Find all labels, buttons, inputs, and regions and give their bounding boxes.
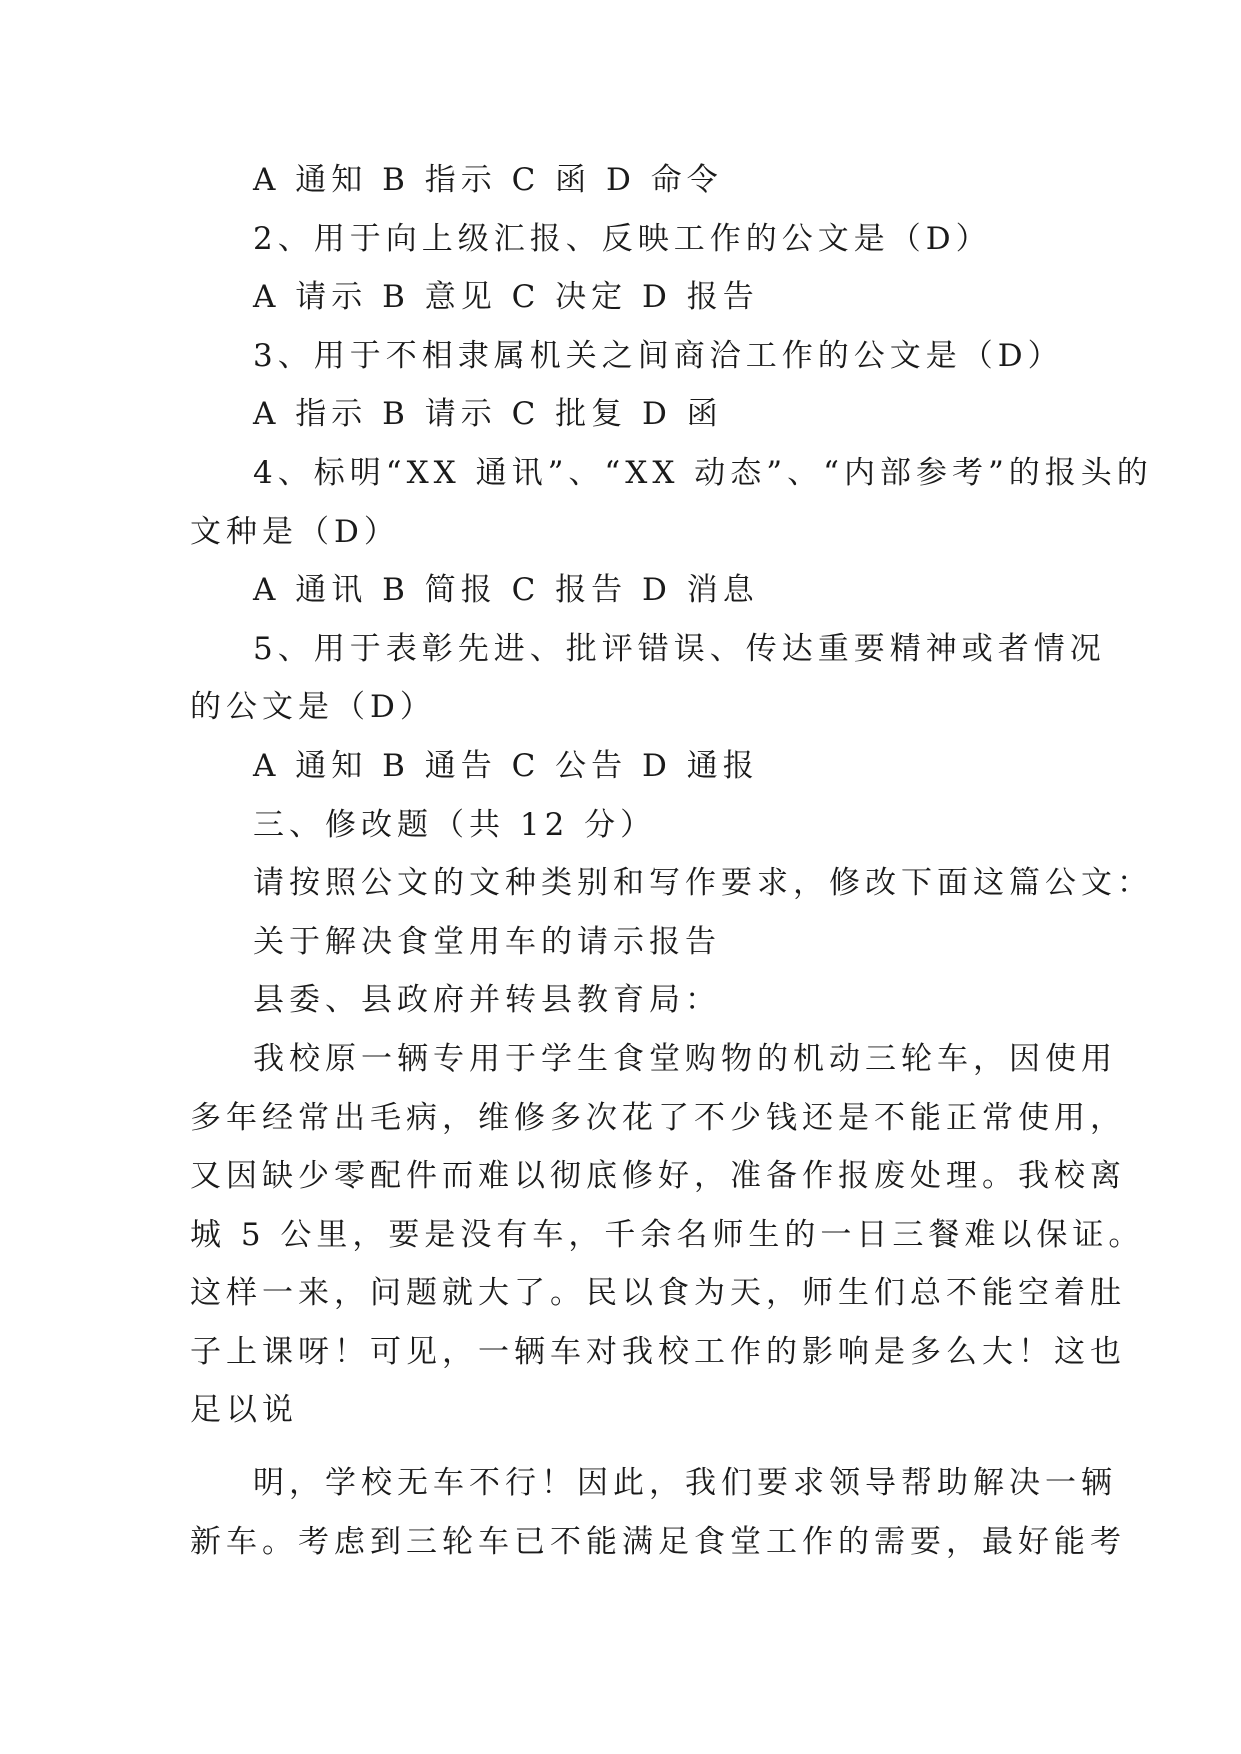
body-paragraph-1-line-7: 足以说: [190, 1392, 298, 1429]
option-line-q5: A 通知 B 通告 C 公告 D 通报: [253, 747, 759, 784]
body-paragraph-1-line-4: 城 5 公里，要是没有车，千余名师生的一日三餐难以保证。: [190, 1216, 1145, 1253]
document-body: [190, 151, 1153, 1571]
body-paragraph-1-line-6: 子上课呀！可见，一辆车对我校工作的影响是多么大！这也: [190, 1333, 1126, 1370]
question-5-line-1: 5、用于表彰先进、批评错误、传达重要精神或者情况: [253, 630, 1106, 667]
question-4-line-2: 文种是（D）: [190, 513, 400, 550]
section-heading: 三、修改题（共 12 分）: [253, 806, 657, 843]
body-paragraph-2-line-2: 新车。考虑到三轮车已不能满足食堂工作的需要，最好能考: [190, 1523, 1126, 1560]
body-paragraph-1-line-3: 又因缺少零配件而难以彻底修好，准备作报废处理。我校离: [190, 1158, 1126, 1195]
document-title: 关于解决食堂用车的请示报告: [253, 923, 721, 960]
question-4-line-1: 4、标明“XX 通讯”、“XX 动态”、“内部参考”的报头的: [253, 454, 1153, 491]
body-paragraph-1-line-5: 这样一来，问题就大了。民以食为天，师生们总不能空着肚: [190, 1275, 1126, 1312]
body-paragraph-1-line-1: 我校原一辆专用于学生食堂购物的机动三轮车，因使用: [253, 1040, 1117, 1077]
recipient-line: 县委、县政府并转县教育局：: [253, 982, 721, 1019]
instruction-text: 请按照公文的文种类别和写作要求，修改下面这篇公文：: [253, 865, 1153, 902]
question-3: 3、用于不相隶属机关之间商洽工作的公文是（D）: [253, 337, 1064, 374]
option-line-q2: A 请示 B 意见 C 决定 D 报告: [253, 279, 759, 316]
option-line-q1: A 通知 B 指示 C 函 D 命令: [253, 162, 723, 198]
question-5-line-2: 的公文是（D）: [190, 689, 436, 726]
body-paragraph-1-line-2: 多年经常出毛病，维修多次花了不少钱还是不能正常使用，: [190, 1099, 1126, 1136]
option-line-q4: A 通讯 B 简报 C 报告 D 消息: [253, 572, 759, 609]
option-line-q3: A 指示 B 请示 C 批复 D 函: [253, 396, 723, 433]
question-2: 2、用于向上级汇报、反映工作的公文是（D）: [253, 220, 992, 257]
body-paragraph-2-line-1: 明，学校无车不行！因此，我们要求领导帮助解决一辆: [253, 1465, 1117, 1502]
